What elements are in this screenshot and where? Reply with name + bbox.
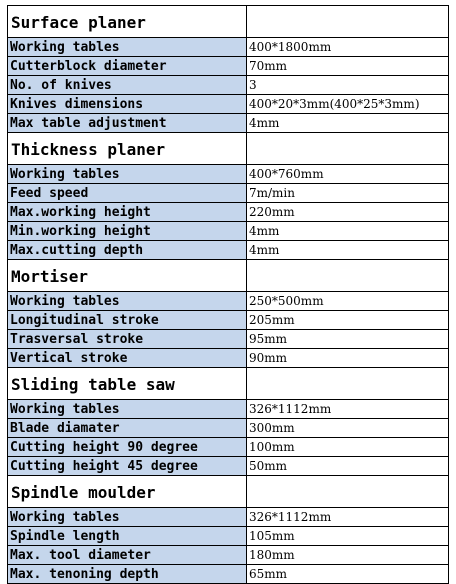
section-header-row	[8, 6, 449, 38]
spec-label: Working tables	[8, 400, 247, 419]
spec-row	[8, 565, 449, 584]
spec-row	[8, 241, 449, 260]
spec-value: 50mm	[247, 457, 449, 476]
spec-label: Max. tenoning depth	[8, 565, 247, 584]
spec-label: Knives dimensions	[8, 95, 247, 114]
section-title: Mortiser	[8, 260, 247, 292]
section-header-row	[8, 133, 449, 165]
spec-label: Working tables	[8, 292, 247, 311]
section-title: Spindle moulder	[8, 476, 247, 508]
spec-row	[8, 184, 449, 203]
spec-value: 4mm	[247, 114, 449, 133]
spec-value: 4mm	[247, 222, 449, 241]
spec-row	[8, 546, 449, 565]
spec-table-body	[8, 6, 449, 584]
spec-row	[8, 527, 449, 546]
spec-label: Spindle length	[8, 527, 247, 546]
spec-row	[8, 508, 449, 527]
spec-label: Cutting height 90 degree	[8, 438, 247, 457]
spec-label: Cutterblock diameter	[8, 57, 247, 76]
spec-label: Max.cutting depth	[8, 241, 247, 260]
spec-label: Max.working height	[8, 203, 247, 222]
section-header-empty-cell	[247, 368, 449, 400]
spec-value: 105mm	[247, 527, 449, 546]
section-header-empty-cell	[247, 260, 449, 292]
spec-value: 95mm	[247, 330, 449, 349]
section-title: Surface planer	[8, 6, 247, 38]
spec-row	[8, 419, 449, 438]
spec-value: 326*1112mm	[247, 508, 449, 527]
spec-label: Vertical stroke	[8, 349, 247, 368]
spec-table	[7, 5, 449, 584]
spec-value: 400*1800mm	[247, 38, 449, 57]
spec-value: 100mm	[247, 438, 449, 457]
spec-row	[8, 330, 449, 349]
spec-value: 326*1112mm	[247, 400, 449, 419]
spec-label: Blade diamater	[8, 419, 247, 438]
section-title: Thickness planer	[8, 133, 247, 165]
spec-row	[8, 311, 449, 330]
spec-value: 70mm	[247, 57, 449, 76]
section-header-empty-cell	[247, 476, 449, 508]
spec-value: 205mm	[247, 311, 449, 330]
spec-row	[8, 165, 449, 184]
section-header-empty-cell	[247, 6, 449, 38]
spec-label: Min.working height	[8, 222, 247, 241]
spec-row	[8, 222, 449, 241]
spec-value: 400*20*3mm(400*25*3mm)	[247, 95, 449, 114]
spec-label: Working tables	[8, 508, 247, 527]
spec-row	[8, 57, 449, 76]
spec-row	[8, 292, 449, 311]
spec-row	[8, 38, 449, 57]
section-header-row	[8, 368, 449, 400]
section-header-row	[8, 260, 449, 292]
spec-value: 7m/min	[247, 184, 449, 203]
section-header-row	[8, 476, 449, 508]
spec-value: 180mm	[247, 546, 449, 565]
spec-row	[8, 76, 449, 95]
spec-row	[8, 457, 449, 476]
spec-row	[8, 400, 449, 419]
spec-row	[8, 203, 449, 222]
section-title: Sliding table saw	[8, 368, 247, 400]
spec-row	[8, 95, 449, 114]
spec-value: 300mm	[247, 419, 449, 438]
spec-row	[8, 114, 449, 133]
spec-row	[8, 438, 449, 457]
spec-label: Cutting height 45 degree	[8, 457, 247, 476]
spec-label: Working tables	[8, 165, 247, 184]
spec-label: Max table adjustment	[8, 114, 247, 133]
spec-label: Max. tool diameter	[8, 546, 247, 565]
section-header-empty-cell	[247, 133, 449, 165]
spec-label: Feed speed	[8, 184, 247, 203]
spec-value: 400*760mm	[247, 165, 449, 184]
spec-value: 90mm	[247, 349, 449, 368]
spec-value: 220mm	[247, 203, 449, 222]
spec-label: Working tables	[8, 38, 247, 57]
spec-row	[8, 349, 449, 368]
spec-label: Longitudinal stroke	[8, 311, 247, 330]
spec-value: 3	[247, 76, 449, 95]
spec-value: 4mm	[247, 241, 449, 260]
spec-label: Trasversal stroke	[8, 330, 247, 349]
spec-value: 65mm	[247, 565, 449, 584]
spec-label: No. of knives	[8, 76, 247, 95]
spec-value: 250*500mm	[247, 292, 449, 311]
